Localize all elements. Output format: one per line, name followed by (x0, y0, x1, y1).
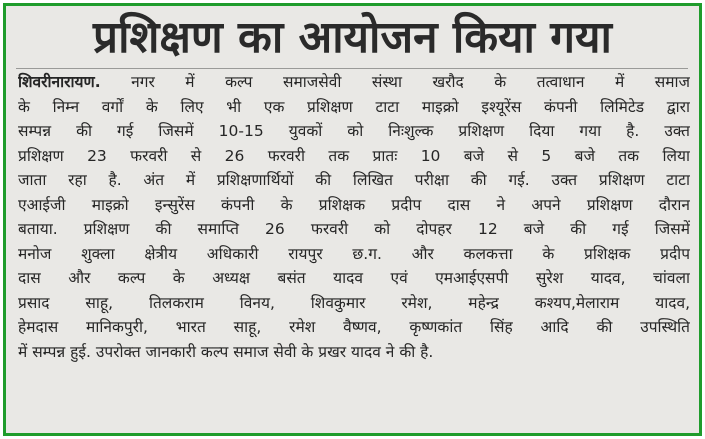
headline-divider (16, 68, 688, 69)
article-line: एआईजी माइक्रो इन्सुरेंस कंपनी के प्रशिक्षक प्रदीप दास ने अपने प्रशिक्षण दौरान (18, 195, 690, 214)
article-line: में सम्पन्न हुई. उपरोक्त जानकारी कल्प समाज सेवी के प्रखर यादव ने की है. (18, 342, 434, 361)
article-line: जाता रहा है. अंत में प्रशिक्षणार्थियों की लिखित परीक्षा की गई. उक्त प्रशिक्षण टाटा (18, 171, 690, 189)
article-line (18, 70, 690, 95)
article-body (18, 70, 690, 364)
article-line: के निम्न वर्गों के लिए भी एक प्रशिक्षण टाटा माइक्रो इश्यूरेंस कंपनी लिमिटेड द्वारा (18, 97, 690, 116)
article-line: सम्पन्न की गई जिसमें 10-15 युवकों को निःशुल्क प्रशिक्षण दिया गया है. उक्त (18, 122, 690, 140)
article-line: हेमदास मानिकपुरी, भारत साहू, रमेश वैष्णव, कृष्णकांत सिंह आदि की उपस्थिति (18, 318, 690, 336)
headline: प्रशिक्षण का आयोजन किया गया (93, 12, 612, 63)
article-line: मनोज शुक्ला क्षेत्रीय अधिकारी रायपुर छ.ग. और कलकत्ता के प्रशिक्षक प्रदीप (18, 244, 690, 263)
article-line: दास और कल्प के अध्यक्ष बसंत यादव एवं एमआईएसपी सुरेश यादव, चांवला (18, 269, 690, 287)
news-clipping (3, 3, 702, 436)
article-line: प्रशिक्षण 23 फरवरी से 26 फरवरी तक प्रातः 10 बजे से 5 बजे तक लिया (18, 146, 690, 165)
article-line: बताया. प्रशिक्षण की समाप्ति 26 फरवरी को दोपहर 12 बजे की गई जिसमें (18, 220, 690, 238)
dateline: शिवरीनारायण. (18, 73, 101, 91)
article-line: प्रसाद साहू, तिलकराम विनय, शिवकुमार रमेश, महेन्द्र कश्यप,मेलाराम यादव, (18, 293, 690, 312)
article-line-text: नगर में कल्प समाजसेवी संस्था खरौद के तत्वाधान में समाज (100, 73, 690, 91)
